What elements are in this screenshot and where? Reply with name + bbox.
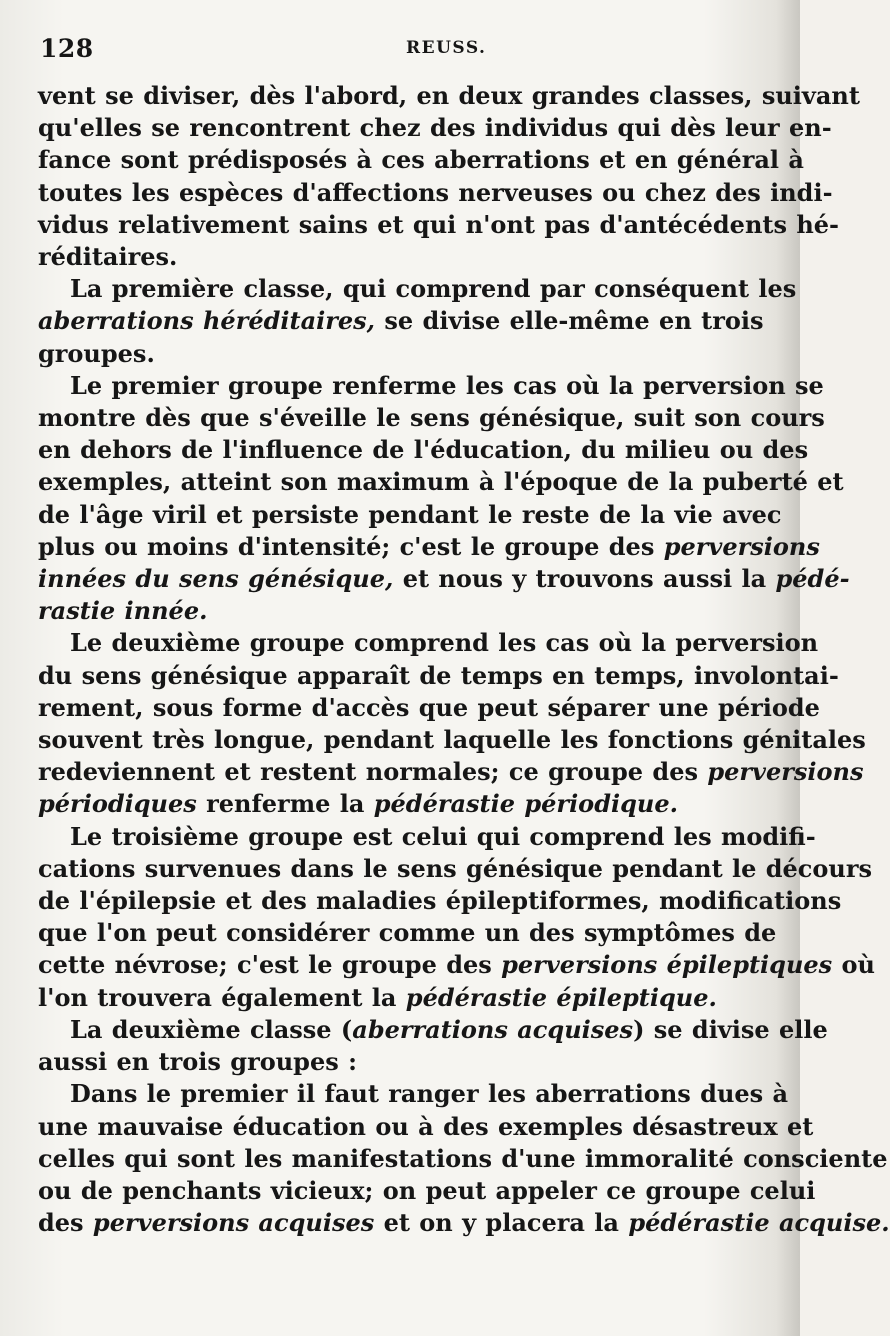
text-segment: ) se divise elle [633,1014,828,1044]
text-segment: des [38,1208,93,1238]
text-segment: souvent très longue, pendant laquelle les fonctions génitales [38,725,866,755]
text-segment: Dans le premier il faut ranger les aberrations dues à [70,1079,789,1109]
paragraph [38,80,860,273]
text-line [38,466,844,498]
italic-text: pédé- [775,564,850,594]
text-line [38,338,758,370]
italic-text: perversions [707,757,864,787]
text-line [38,853,873,885]
text-segment: montre dès que s'éveille le sens génésique, suit son cours [38,403,825,433]
text-segment: où [832,950,875,980]
paragraph [38,1014,828,1078]
page-number: 128 [40,34,94,63]
italic-text: perversions [663,531,820,561]
paragraph [38,1078,890,1239]
text-line [38,885,842,917]
text-line [38,434,809,466]
text-line [38,917,777,949]
italic-text: pédérastie épileptique. [405,982,717,1012]
paragraph [38,273,797,370]
text-segment: et on y placera la [374,1208,629,1238]
text-line [38,595,758,627]
text-line [38,982,758,1014]
paragraph [38,370,850,628]
text-segment: vidus relativement sains et qui n'ont pas d'antécédents hé- [38,209,840,239]
text-line [38,1207,890,1239]
text-segment: groupes. [38,338,155,368]
text-line [38,241,758,273]
italic-text: pédérastie acquise. [628,1208,890,1238]
text-line [38,531,820,563]
paragraph [38,821,875,1014]
text-line [38,273,797,305]
text-segment: de l'âge viril et persiste pendant le reste de la vie avec [38,499,782,529]
italic-text: périodiques [38,789,197,819]
text-line [38,821,816,853]
text-segment: ou de penchants vicieux; on peut appeler ce groupe celui [38,1175,816,1205]
text-segment: La première classe, qui comprend par conséquent les [70,274,797,304]
text-line [38,80,860,112]
text-line [38,209,840,241]
body-text [38,80,890,1239]
text-segment: Le premier groupe renferme les cas où la perversion se [70,370,824,400]
text-line [38,660,839,692]
italic-text: aberrations héréditaires, [38,306,376,336]
text-segment: redeviennent et restent normales; ce groupe des [38,757,708,787]
text-line [38,1014,828,1046]
text-line [38,370,824,402]
page-header [40,34,760,68]
text-segment: qu'elles se rencontrent chez des individus qui dès leur en- [38,113,832,143]
text-segment: l'on trouvera également la [38,982,406,1012]
text-line [38,144,804,176]
text-line [38,724,866,756]
text-line [38,177,833,209]
text-line [38,692,820,724]
text-line [38,1143,888,1175]
text-segment: et nous y trouvons aussi la [393,564,776,594]
paragraph [38,627,866,820]
text-segment: que l'on peut considérer comme un des symptômes de [38,918,777,948]
text-segment: toutes les espèces d'affections nerveuses ou chez des indi- [38,177,833,207]
text-line [38,788,758,820]
text-line [38,112,832,144]
text-segment: de l'épilepsie et des maladies épileptiformes, modifications [38,886,842,916]
text-segment: cations survenues dans le sens génésique pendant le décours [38,853,873,883]
italic-text: aberrations acquises [352,1014,634,1044]
text-segment: cette névrose; c'est le groupe des [38,950,502,980]
text-segment: une mauvaise éducation ou à des exemples désastreux et [38,1111,814,1141]
text-segment: réditaires. [38,242,178,272]
text-segment: exemples, atteint son maximum à l'époque de la puberté et [38,467,844,497]
italic-text: perversions épileptiques [501,950,833,980]
text-segment: rement, sous forme d'accès que peut séparer une période [38,692,820,722]
text-segment: Le troisième groupe est celui qui comprend les modifi- [70,821,816,851]
text-line [38,1111,814,1143]
text-line [38,305,764,337]
text-segment: aussi en trois groupes : [38,1047,357,1077]
text-segment: La deuxième classe ( [70,1014,353,1044]
text-line [38,1078,789,1110]
text-segment: renferme la [196,789,374,819]
text-line [38,499,782,531]
text-line [38,627,819,659]
text-line [38,949,875,981]
text-segment: se divise elle-même en trois [375,306,764,336]
italic-text: perversions acquises [92,1208,375,1238]
text-line [38,563,850,595]
italic-text: rastie innée. [38,596,208,626]
text-segment: en dehors de l'influence de l'éducation, du milieu ou des [38,435,809,465]
text-segment: fance sont prédisposés à ces aberrations et en général à [38,145,804,175]
italic-text: innées du sens génésique, [38,564,394,594]
text-line [38,402,825,434]
text-segment: celles qui sont les manifestations d'une immoralité consciente [38,1143,888,1173]
text-segment: plus ou moins d'intensité; c'est le groupe des [38,531,664,561]
italic-text: pédérastie périodique. [373,789,678,819]
text-line [38,756,864,788]
text-line [38,1175,816,1207]
text-line [38,1046,758,1078]
text-segment: du sens génésique apparaît de temps en temps, involontai- [38,660,839,690]
text-segment: vent se diviser, dès l'abord, en deux grandes classes, suivant [38,81,860,110]
running-title: REUSS. [406,38,487,58]
text-segment: Le deuxième groupe comprend les cas où la perversion [70,628,819,658]
